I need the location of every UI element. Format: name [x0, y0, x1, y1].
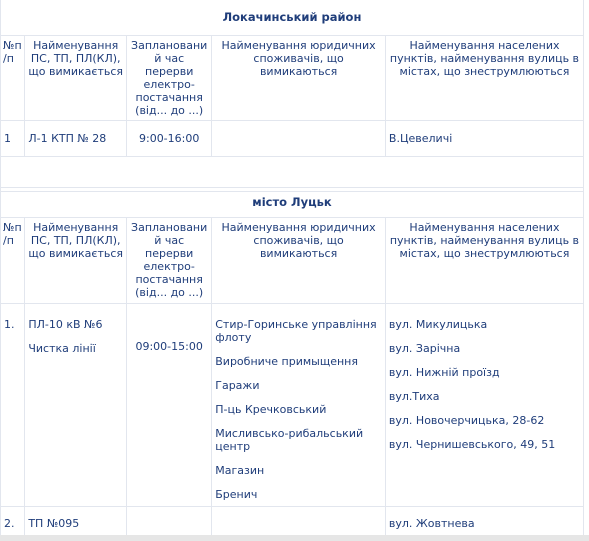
row-settlements	[385, 304, 583, 507]
consumer-item: Виробниче примыщення	[215, 355, 358, 368]
header-settlements: Найменування населених пунктів, найменування вулиць в містах, що знеструмлюються	[385, 36, 583, 121]
consumer-item: Бренич	[215, 488, 258, 501]
header-num: №п/п	[1, 36, 25, 121]
street-item: вул.Тиха	[388, 390, 440, 403]
street-item: вул. Чернишевського, 49, 51	[388, 438, 556, 451]
row-object	[25, 304, 127, 507]
header-consumers: Найменування юридичних споживачів, що вимикаються	[212, 36, 386, 121]
street-item: вул. Нижній проїзд	[388, 366, 500, 379]
horizontal-scrollbar[interactable]	[0, 535, 589, 541]
row-consumers	[212, 304, 386, 507]
consumer-item: Мисливсько-рибальський центр	[215, 427, 364, 453]
row-object: ТП №095	[25, 507, 127, 541]
row-time: 09:00-15:00	[127, 304, 212, 507]
header-consumers: Найменування юридичних споживачів, що вимикаються	[212, 218, 386, 304]
section-lokachi-table	[0, 0, 584, 192]
table-header-row	[1, 218, 584, 304]
header-settlements: Найменування населених пунктів, найменування вулиць в містах, що знеструмлюються	[385, 218, 583, 304]
row-num: 1.	[1, 304, 25, 507]
object-name: ПЛ-10 кВ №6	[28, 318, 103, 331]
header-object: Найменування ПС, ТП, ПЛ(КЛ), що вимикається	[25, 36, 127, 121]
row-time: 9:00-16:00	[127, 121, 212, 157]
street-item: вул. Микулицька	[388, 318, 488, 331]
section-title: місто Луцьк	[1, 188, 584, 218]
consumer-item: П-ць Кречковський	[215, 403, 327, 416]
table-row	[1, 121, 584, 157]
row-num: 2.	[1, 507, 25, 541]
row-settlements: вул. Жовтнева	[385, 507, 583, 541]
header-time: Запланований час перерви електро-постачання (від... до ...)	[127, 218, 212, 304]
consumer-item: Гаражи	[215, 379, 260, 392]
row-consumers	[212, 121, 386, 157]
row-settlements: В.Цевеличі	[385, 121, 583, 157]
header-object: Найменування ПС, ТП, ПЛ(КЛ), що вимикається	[25, 218, 127, 304]
header-num: №п/п	[1, 218, 25, 304]
table-header-row	[1, 36, 584, 121]
table-row	[1, 304, 584, 507]
consumer-item: Магазин	[215, 464, 265, 477]
section-lutsk-table	[0, 187, 584, 541]
object-work: Чистка лінії	[28, 342, 96, 355]
street-item: вул. Новочерчицька, 28-62	[388, 414, 545, 427]
consumer-item: Стир-Горинське управління флоту	[215, 318, 377, 344]
row-object: Л-1 КТП № 28	[25, 121, 127, 157]
street-item: вул. Зарічна	[388, 342, 461, 355]
row-num: 1	[1, 121, 25, 157]
section-title: Локачинський район	[1, 0, 584, 36]
header-time: Запланований час перерви електро-постачання (від... до ...)	[127, 36, 212, 121]
